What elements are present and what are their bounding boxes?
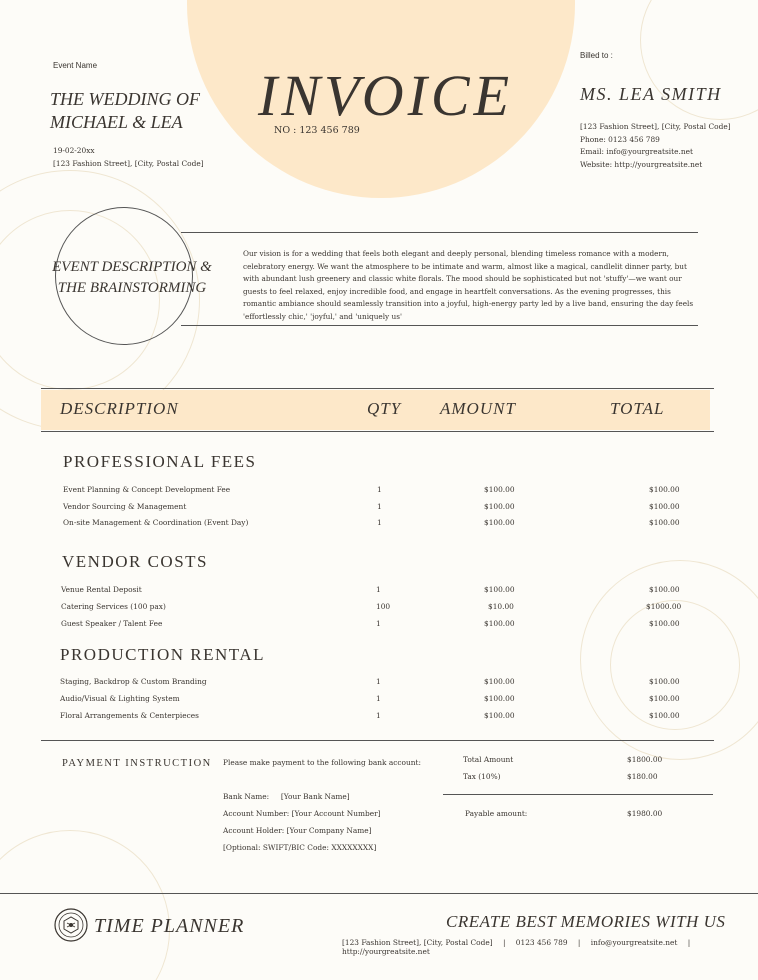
row-qty: 1	[376, 619, 381, 628]
separator: |	[687, 938, 691, 947]
divider	[181, 232, 698, 233]
column-header-qty: QTY	[367, 399, 402, 418]
row-amount: $100.00	[484, 677, 515, 686]
brand-name: TIME PLANNER	[94, 915, 245, 937]
tax-label: Tax (10%)	[463, 772, 501, 781]
client-phone: Phone: 0123 456 789	[580, 134, 660, 144]
row-total: $100.00	[649, 711, 680, 720]
row-total: $100.00	[649, 485, 680, 494]
payable-amount-label: Payable amount:	[465, 809, 528, 818]
tax-value: $180.00	[627, 772, 658, 781]
row-description: Venue Rental Deposit	[61, 585, 142, 594]
event-date: 19-02-20xx	[53, 146, 95, 155]
brainstorm-title-line: THE BRAINSTORMING	[57, 280, 207, 296]
total-amount-value: $1800.00	[627, 755, 663, 764]
row-total: $100.00	[649, 585, 680, 594]
section-title: PROFESSIONAL FEES	[63, 452, 257, 471]
client-address: [123 Fashion Street], [City, Postal Code]	[580, 122, 731, 131]
row-description: Staging, Backdrop & Custom Branding	[60, 677, 207, 686]
brainstorm-description: Our vision is for a wedding that feels both elegant and deeply personal, blending timeless romance with a modern, celebratory energy. We want the atmosphere to be intimate and warm, almost like a magical, candlelit dinner party, but with abundant lush greenery and classic white florals. The mood should be sophisticated but not 'stuffy'—we want our guests to feel relaxed, enjoy incredible food, and engage in heartfelt conversations. As the evening progresses, this romantic ambiance should seamlessly transition into a joyful, high-energy party led by a live band, ensuring the day feels 'effortlessly chic,' 'joyful,' and 'uniquely us'	[243, 249, 694, 321]
footer-email: info@yourgreatsite.net	[590, 938, 678, 947]
footer-website: http://yourgreatsite.net	[342, 947, 430, 956]
row-qty: 1	[377, 518, 382, 527]
divider	[41, 431, 714, 432]
section-title: VENDOR COSTS	[62, 552, 208, 571]
row-total: $100.00	[649, 518, 680, 527]
row-qty: 1	[377, 502, 382, 511]
invoice-title: INVOICE	[258, 63, 514, 128]
divider	[41, 388, 714, 389]
floral-outline-decoration	[0, 830, 170, 980]
event-name	[50, 88, 210, 134]
row-amount: $10.00	[488, 602, 514, 611]
account-holder: Account Holder: [Your Company Name]	[223, 826, 372, 835]
invoice-number: NO : 123 456 789	[274, 125, 360, 136]
row-description: Event Planning & Concept Development Fee	[63, 485, 231, 494]
row-total: $100.00	[649, 677, 680, 686]
row-amount: $100.00	[484, 585, 515, 594]
row-qty: 100	[376, 602, 391, 611]
row-description: Guest Speaker / Talent Fee	[61, 619, 163, 628]
row-amount: $100.00	[484, 485, 515, 494]
event-details	[53, 145, 204, 170]
row-amount: $100.00	[484, 518, 515, 527]
event-address: [123 Fashion Street], [City, Postal Code]	[53, 158, 204, 168]
payment-intro: Please make payment to the following bank account:	[223, 758, 421, 767]
row-description: Catering Services (100 pax)	[61, 602, 166, 611]
footer-contact	[342, 938, 758, 956]
row-description: Audio/Visual & Lighting System	[60, 694, 180, 703]
client-website: Website: http://yourgreatsite.net	[580, 159, 703, 169]
separator: |	[502, 938, 506, 947]
column-header-total: TOTAL	[610, 399, 665, 418]
event-name-line: MICHAEL & LEA	[50, 112, 183, 132]
row-amount: $100.00	[484, 619, 515, 628]
payment-instruction-title: PAYMENT INSTRUCTION	[62, 758, 212, 769]
swift-code: [Optional: SWIFT/BIC Code: XXXXXXXX]	[223, 843, 377, 852]
row-amount: $100.00	[484, 711, 515, 720]
row-qty: 1	[376, 694, 381, 703]
client-email: Email: info@yourgreatsite.net	[580, 147, 693, 156]
row-description: On-site Management & Coordination (Event Day)	[63, 518, 249, 527]
column-header-amount: AMOUNT	[440, 399, 516, 418]
row-qty: 1	[376, 585, 381, 594]
divider	[41, 740, 714, 741]
footer-address: [123 Fashion Street], [City, Postal Code]	[342, 938, 493, 947]
row-qty: 1	[376, 711, 381, 720]
divider	[0, 893, 758, 894]
event-name-line: THE WEDDING OF	[50, 89, 200, 109]
separator: |	[577, 938, 581, 947]
client-name: MS. LEA SMITH	[580, 84, 722, 104]
client-info	[580, 121, 731, 171]
account-number: Account Number: [Your Account Number]	[223, 809, 381, 818]
row-description: Floral Arrangements & Centerpieces	[60, 711, 199, 720]
brand-logo-icon	[54, 908, 88, 942]
divider	[181, 325, 698, 326]
row-amount: $100.00	[484, 694, 515, 703]
brainstorm-title	[32, 257, 232, 299]
section-title: PRODUCTION RENTAL	[60, 645, 265, 664]
total-amount-label: Total Amount	[463, 755, 514, 764]
brainstorm-title-line: EVENT DESCRIPTION &	[52, 259, 212, 275]
divider	[443, 794, 713, 795]
row-qty: 1	[377, 485, 382, 494]
bank-name: Bank Name: [Your Bank Name]	[223, 792, 350, 801]
row-amount: $100.00	[484, 502, 515, 511]
row-description: Vendor Sourcing & Management	[63, 502, 187, 511]
row-total: $1000.00	[646, 602, 682, 611]
event-name-label: Event Name	[53, 61, 98, 70]
slogan: CREATE BEST MEMORIES WITH US	[446, 912, 726, 931]
billed-to-label: Billed to :	[580, 51, 613, 60]
payable-amount-value: $1980.00	[627, 809, 663, 818]
footer-phone: 0123 456 789	[515, 938, 568, 947]
row-total: $100.00	[649, 502, 680, 511]
row-total: $100.00	[649, 694, 680, 703]
row-total: $100.00	[649, 619, 680, 628]
row-qty: 1	[376, 677, 381, 686]
column-header-description: DESCRIPTION	[60, 399, 179, 418]
